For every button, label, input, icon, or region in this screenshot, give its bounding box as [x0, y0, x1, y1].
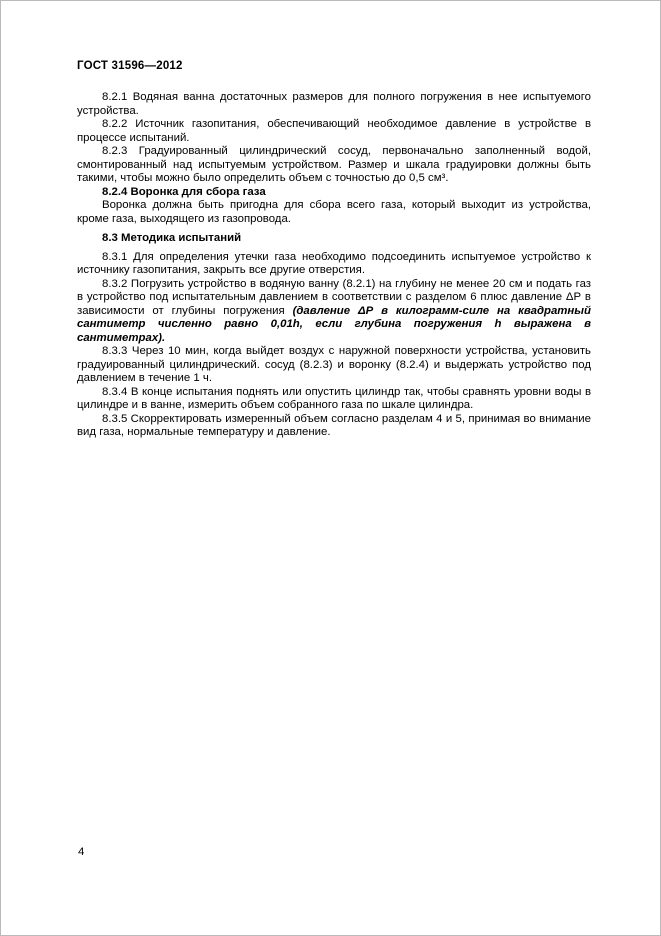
- heading-8-2-4: 8.2.4 Воронка для сбора газа: [102, 185, 266, 198]
- paragraph-8-3-3: 8.3.3 Через 10 мин, когда выйдет воздух с наружной поверхности устройства, установить градуированный цилиндрический. сосуд (8.2.3) и воронку (8.2.4) и выдержать устройство под давлением в течение 1 ч.: [77, 345, 591, 384]
- paragraph-8-3-4: 8.3.4 В конце испытания поднять или опустить цилиндр так, чтобы сравнять уровни воды в цилиндре и в ванне, измерить объем собранного газа по шкале цилиндра.: [77, 385, 591, 411]
- document-content: [77, 91, 591, 440]
- page-number: 4: [78, 846, 85, 858]
- paragraph-8-3-1: 8.3.1 Для определения утечки газа необходимо подсоединить испытуемое устройство к источнику газопитания, закрыть все другие отверстия.: [77, 250, 591, 276]
- paragraph-8-3-5: 8.3.5 Скорректировать измеренный объем согласно разделам 4 и 5, принимая во внимание вид газа, нормальные температуру и давление.: [77, 412, 591, 438]
- paragraph-8-2-3: 8.2.3 Градуированный цилиндрический сосуд, первоначально заполненный водой, смонтированный над испытуемым устройством. Размер и шкала градуировки должны быть такими, чтобы можно было определить объем с точностью до 0,5 см³.: [77, 145, 591, 184]
- paragraph-8-3-2: [77, 278, 591, 346]
- paragraph-8-3-2-normal: 8.3.2 Погрузить устройство в водяную ванну (8.2.1) на глубину не менее 20 см и подать газ в устройство под испытательным давлением в соответствии с разделом 6 плюс давление ΔР в зависимости от глубины погружения: [77, 277, 591, 317]
- paragraph-8-3-2-italic: (давление ΔР в килограмм-силе на квадратный сантиметр численно равно 0,01h, если глубина погружения h выражена в сантиметрах).: [77, 304, 591, 344]
- paragraph-8-2-1: 8.2.1 Водяная ванна достаточных размеров для полного погружения в нее испытуемого устройства.: [77, 91, 591, 117]
- heading-8-3: 8.3 Методика испытаний: [102, 232, 242, 244]
- document-header: ГОСТ 31596—2012: [77, 60, 183, 72]
- paragraph-8-2-4-body: Воронка должна быть пригодна для сбора всего газа, который выходит из устройства, кроме газа, выходящего из газопровода.: [77, 199, 591, 225]
- paragraph-8-2-2: 8.2.2 Источник газопитания, обеспечивающий необходимое давление в устройстве в процессе испытаний.: [77, 118, 591, 144]
